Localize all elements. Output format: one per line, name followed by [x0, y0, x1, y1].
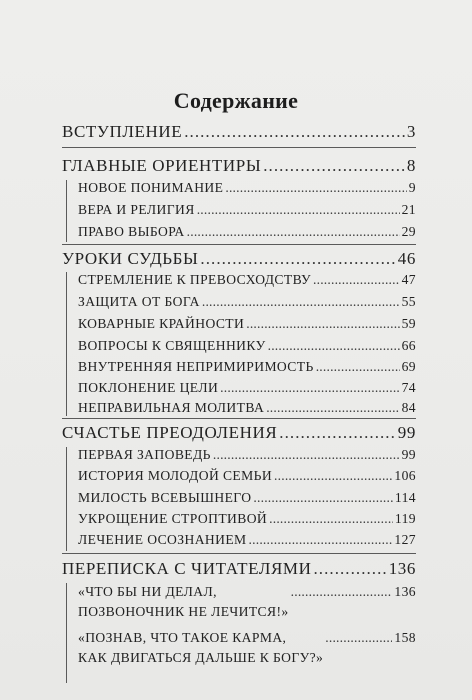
toc-item-label: НЕПРАВИЛЬНАЯ МОЛИТВА [78, 400, 265, 415]
toc-item[interactable] [78, 447, 416, 463]
toc-page-number: 158 [394, 630, 416, 645]
toc-section-happiness-of-overcoming[interactable] [62, 423, 416, 443]
toc-section-main-guidelines[interactable] [62, 156, 416, 176]
toc-page-number: 59 [401, 316, 416, 331]
toc-item[interactable] [78, 628, 416, 668]
toc-item-label-line1: «ПОЗНАВ, ЧТО ТАКОЕ КАРМА, [78, 630, 287, 645]
toc-item[interactable] [78, 202, 416, 218]
toc-item-label: ВЕРА И РЕЛИГИЯ [78, 202, 195, 217]
toc-item-label: ИСТОРИЯ МОЛОДОЙ СЕМЬИ [78, 468, 273, 483]
section-divider [62, 553, 416, 554]
toc-item-label: НОВОЕ ПОНИМАНИЕ [78, 180, 224, 195]
leader-dots [316, 359, 400, 375]
toc-page-number: 46 [397, 249, 416, 268]
leader-dots [213, 447, 400, 463]
toc-item[interactable] [78, 582, 416, 622]
toc-page-number: 66 [401, 338, 416, 353]
leader-dots [325, 630, 392, 646]
toc-section-label: УРОКИ СУДЬБЫ [62, 249, 199, 268]
toc-item-label: ЛЕЧЕНИЕ ОСОЗНАНИЕМ [78, 532, 247, 547]
toc-section-correspondence-with-readers[interactable] [62, 559, 416, 579]
leader-dots [274, 468, 392, 484]
leader-dots [266, 400, 399, 416]
toc-page-number: 47 [401, 272, 416, 287]
toc-item[interactable] [78, 272, 416, 288]
leader-dots [268, 338, 400, 354]
toc-item-label: ПОКЛОНЕНИЕ ЦЕЛИ [78, 380, 219, 395]
toc-item[interactable] [78, 316, 416, 332]
toc-section-lessons-of-fate[interactable] [62, 249, 416, 269]
leader-dots [253, 490, 392, 506]
leader-dots [269, 511, 393, 527]
toc-item-label [78, 582, 289, 622]
toc-section-label: ВСТУПЛЕНИЕ [62, 122, 183, 141]
leader-dots [314, 559, 387, 579]
toc-item[interactable] [78, 359, 416, 375]
toc-page-number: 136 [388, 559, 416, 578]
toc-item-label: ВОПРОСЫ К СВЯЩЕННИКУ [78, 338, 266, 353]
leader-dots [197, 202, 400, 218]
toc-item-label: ЗАЩИТА ОТ БОГА [78, 294, 200, 309]
toc-item-label: МИЛОСТЬ ВСЕВЫШНЕГО [78, 490, 252, 505]
toc-section-label: СЧАСТЬЕ ПРЕОДОЛЕНИЯ [62, 423, 278, 442]
toc-item-label: СТРЕМЛЕНИЕ К ПРЕВОСХОДСТВУ [78, 272, 311, 287]
toc-item[interactable] [78, 468, 416, 484]
toc-page-number: 114 [394, 490, 416, 505]
subsection-bracket [66, 447, 67, 551]
toc-section-label: ПЕРЕПИСКА С ЧИТАТЕЛЯМИ [62, 559, 312, 578]
toc-item-label: ВНУТРЕННЯЯ НЕПРИМИРИМОСТЬ [78, 359, 314, 374]
leader-dots [187, 224, 400, 240]
subsection-bracket [66, 272, 67, 416]
page-title: Содержание [173, 88, 299, 113]
toc-item[interactable] [78, 400, 416, 416]
leader-dots [202, 294, 400, 310]
toc-page-number: 29 [401, 224, 416, 239]
leader-dots [291, 584, 393, 600]
toc-page-number: 119 [394, 511, 416, 526]
toc-page-number: 8 [406, 156, 416, 175]
leader-dots [279, 423, 396, 443]
toc-page-number: 136 [394, 584, 416, 599]
leader-dots [184, 122, 405, 142]
toc-page-number: 69 [401, 359, 416, 374]
toc-item-label: УКРОЩЕНИЕ СТРОПТИВОЙ [78, 511, 268, 526]
subsection-bracket [66, 583, 67, 683]
toc-item[interactable] [78, 380, 416, 396]
leader-dots [313, 272, 400, 288]
section-divider [62, 147, 416, 148]
subsection-bracket [66, 180, 67, 242]
section-divider [62, 244, 416, 245]
toc-item[interactable] [78, 532, 416, 548]
toc-item[interactable] [78, 294, 416, 310]
toc-page-number: 99 [401, 447, 416, 462]
leader-dots [246, 316, 399, 332]
toc-page-number: 9 [408, 180, 416, 195]
toc-item[interactable] [78, 490, 416, 506]
leader-dots [263, 156, 405, 176]
toc-page-number: 74 [401, 380, 416, 395]
toc-item-label: ПРАВО ВЫБОРА [78, 224, 185, 239]
toc-item-label-line1: «ЧТО БЫ НИ ДЕЛАЛ, [78, 584, 217, 599]
toc-page-number: 84 [401, 400, 416, 415]
toc-item-label-line2: КАК ДВИГАТЬСЯ ДАЛЬШЕ К БОГУ?» [78, 650, 324, 665]
leader-dots [225, 180, 406, 196]
toc-page-number: 99 [397, 423, 416, 442]
toc-item-label: ПЕРВАЯ ЗАПОВЕДЬ [78, 447, 211, 462]
toc-page-number: 106 [394, 468, 416, 483]
toc-page-number: 55 [401, 294, 416, 309]
toc-page-number: 3 [406, 122, 416, 141]
toc-item[interactable] [78, 180, 416, 196]
toc-page-number: 21 [401, 202, 416, 217]
toc-item[interactable] [78, 511, 416, 527]
toc-section-label: ГЛАВНЫЕ ОРИЕНТИРЫ [62, 156, 262, 175]
leader-dots [220, 380, 399, 396]
toc-item-label: КОВАРНЫЕ КРАЙНОСТИ [78, 316, 245, 331]
toc-section-introduction[interactable] [62, 122, 416, 142]
section-divider [62, 418, 416, 419]
leader-dots [249, 532, 393, 548]
leader-dots [200, 249, 395, 269]
toc-item-label-line2: ПОЗВОНОЧНИК НЕ ЛЕЧИТСЯ!» [78, 604, 289, 619]
toc-item-label [78, 628, 323, 668]
toc-item[interactable] [78, 224, 416, 240]
toc-item[interactable] [78, 338, 416, 354]
toc-page-number: 127 [394, 532, 416, 547]
